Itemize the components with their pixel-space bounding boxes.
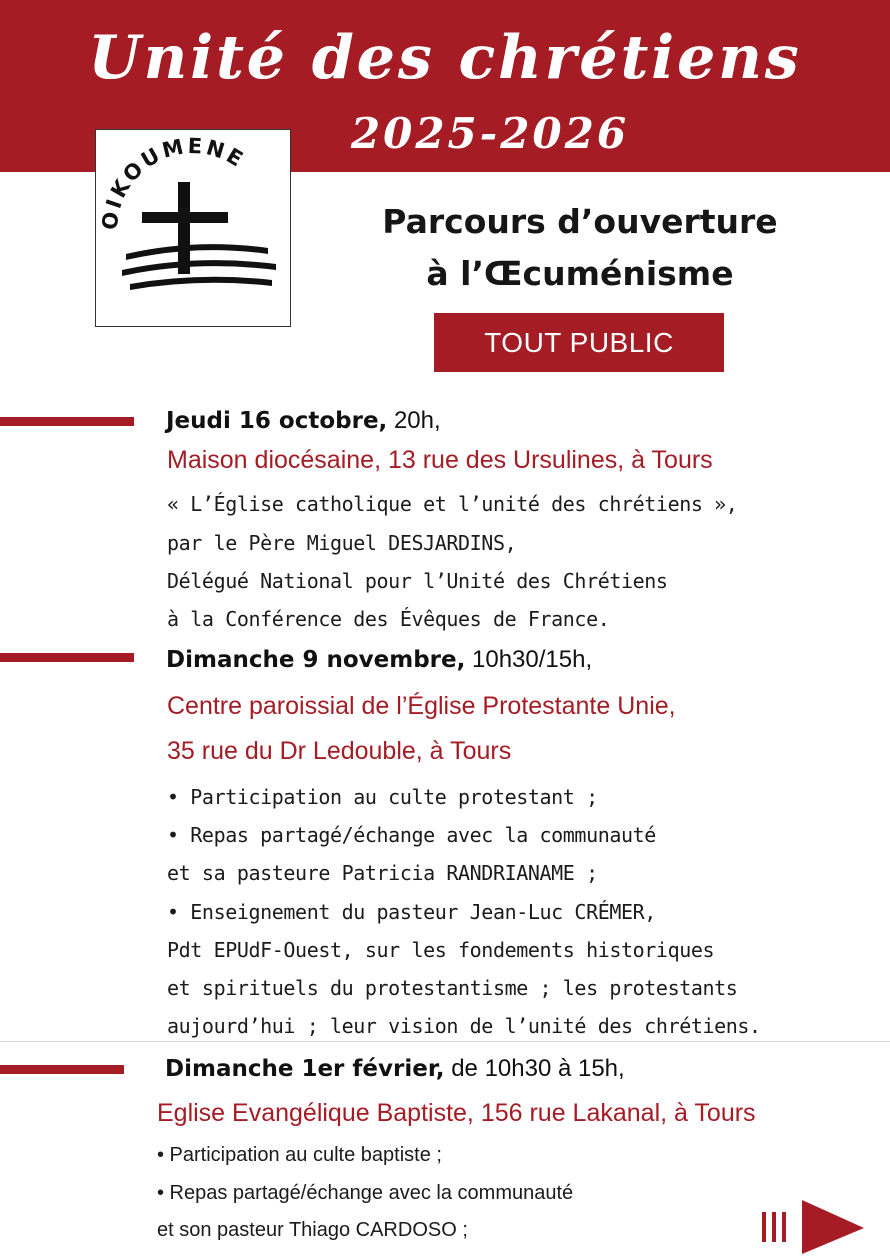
oikoumene-logo xyxy=(95,129,291,327)
oikoumene-cross-boat-icon xyxy=(96,130,290,326)
subtitle-line-2: à l’Œcuménisme xyxy=(426,254,734,293)
event-3-date: Dimanche 1er février, xyxy=(165,1056,445,1082)
event-1-place: Maison diocésaine, 13 rue des Ursulines, à Tours xyxy=(167,446,713,474)
subtitle-line-1: Parcours d’ouverture xyxy=(382,202,778,241)
event-1-line: par le Père Miguel DESJARDINS, xyxy=(167,531,517,555)
event-2-line: et sa pasteure Patricia RANDRIANAME ; xyxy=(167,861,598,885)
event-2-place: 35 rue du Dr Ledouble, à Tours xyxy=(167,737,512,765)
event-1-line: Délégué National pour l’Unité des Chrétiens xyxy=(167,569,668,593)
event-2-date: Dimanche 9 novembre, xyxy=(166,647,466,673)
event-3-place: Eglise Evangélique Baptiste, 156 rue Lakanal, à Tours xyxy=(157,1099,756,1127)
subtitle xyxy=(300,196,860,300)
logo-text: OIKOUMENE xyxy=(97,133,250,232)
event-2-line: et spirituels du protestantisme ; les protestants xyxy=(167,976,738,1000)
event-marker-bar xyxy=(0,417,134,426)
event-3-line: • Repas partagé/échange avec la communauté xyxy=(157,1182,574,1204)
event-2-place: Centre paroissial de l’Église Protestante Unie, xyxy=(167,692,676,720)
event-2-line: Pdt EPUdF-Ouest, sur les fondements historiques xyxy=(167,938,715,962)
event-2-line: aujourd’hui ; leur vision de l’unité des chrétiens. xyxy=(167,1014,761,1038)
event-marker-bar xyxy=(0,653,134,662)
event-2-time: 10h30/15h, xyxy=(465,646,593,673)
section-divider xyxy=(0,1041,890,1042)
year-range: 2025-2026 xyxy=(350,109,630,158)
audience-badge: TOUT PUBLIC xyxy=(434,313,724,372)
event-1-line: à la Conférence des Évêques de France. xyxy=(167,607,610,631)
event-2-heading xyxy=(166,646,592,674)
event-1-time: 20h, xyxy=(387,407,441,434)
next-page-arrow-icon[interactable] xyxy=(758,1198,866,1256)
event-1-line: « L’Église catholique et l’unité des chrétiens », xyxy=(167,492,738,516)
event-2-line: • Participation au culte protestant ; xyxy=(167,785,598,809)
page-title: Unité des chrétiens xyxy=(88,23,802,93)
event-3-time: de 10h30 à 15h, xyxy=(444,1055,625,1082)
event-2-line: • Enseignement du pasteur Jean-Luc CRÉMER, xyxy=(167,900,656,924)
event-3-heading xyxy=(165,1055,625,1083)
event-1-date: Jeudi 16 octobre, xyxy=(166,408,388,434)
event-1-heading xyxy=(166,407,441,435)
event-2-line: • Repas partagé/échange avec la communauté xyxy=(167,823,656,847)
event-marker-bar xyxy=(0,1065,124,1074)
event-3-line: et son pasteur Thiago CARDOSO ; xyxy=(157,1219,468,1241)
event-3-line: • Participation au culte baptiste ; xyxy=(157,1144,442,1166)
